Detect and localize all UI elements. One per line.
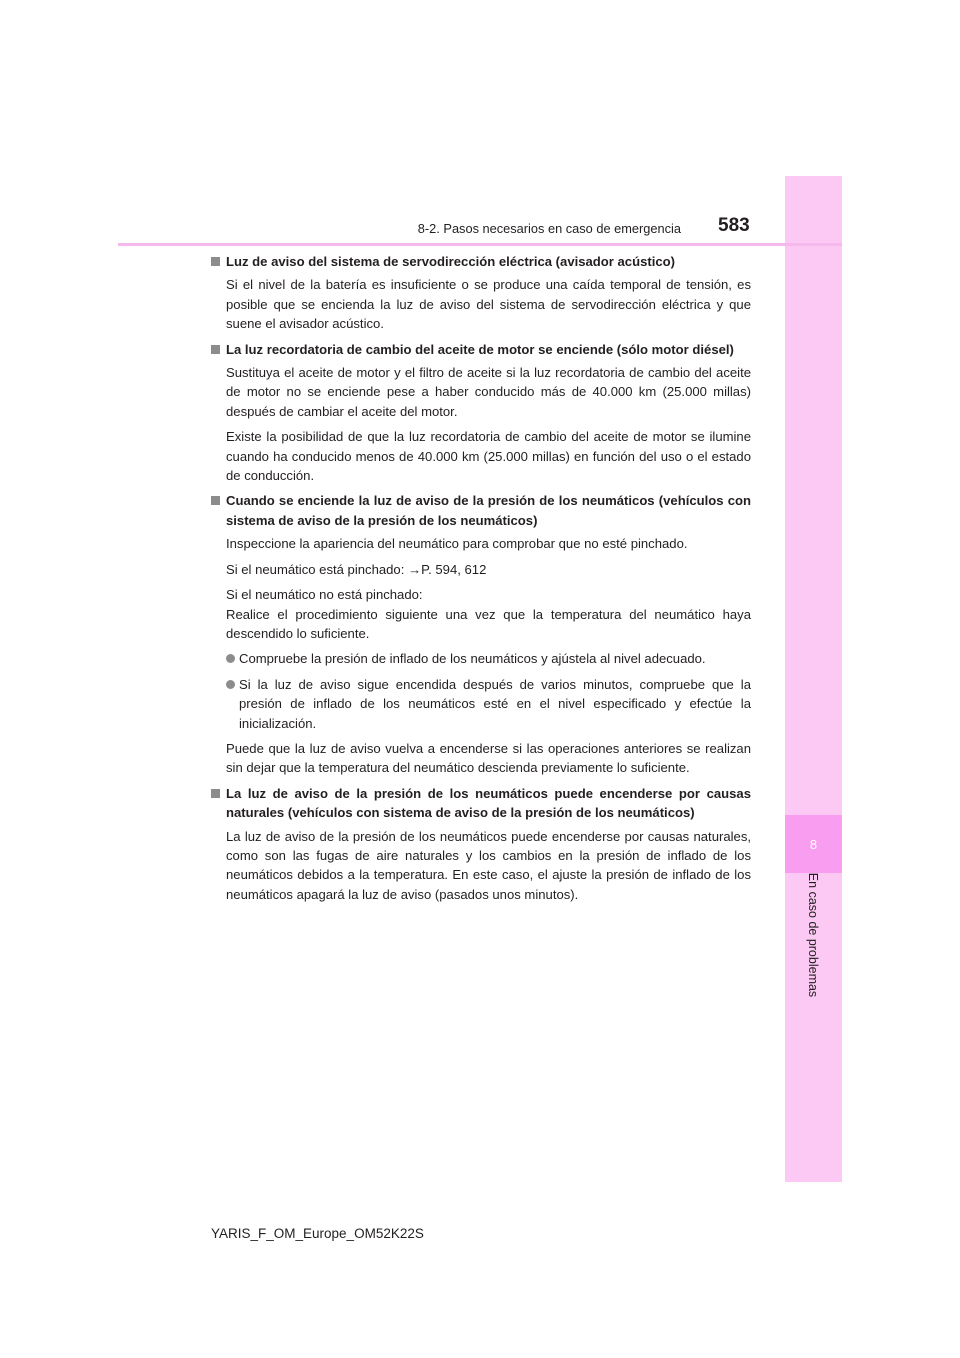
paragraph: Puede que la luz de aviso vuelva a encenderse si las operaciones anteriores se realizan sin dejar que la temperatura del neumático descienda previamente lo suficiente. bbox=[226, 740, 751, 776]
chapter-number: 8 bbox=[809, 836, 818, 852]
item-tire-pressure-natural bbox=[211, 784, 751, 904]
paragraph: Inspeccione la apariencia del neumático para comprobar que no esté pinchado. bbox=[226, 536, 688, 552]
item-heading: Cuando se enciende la luz de aviso de la presión de los neumáticos (vehículos con sistema de aviso de la presión de los neumáticos) bbox=[226, 493, 751, 528]
square-bullet-icon bbox=[211, 496, 220, 505]
square-bullet-icon bbox=[211, 345, 220, 354]
chapter-label: En caso de problemas bbox=[806, 872, 820, 998]
item-tire-pressure-on bbox=[211, 491, 751, 777]
paragraph bbox=[226, 585, 751, 643]
list-item bbox=[226, 649, 751, 668]
item-oil-reminder bbox=[211, 340, 751, 486]
square-bullet-icon bbox=[211, 257, 220, 266]
footer-doc-code: YARIS_F_OM_Europe_OM52K22S bbox=[211, 1226, 424, 1241]
section-title: 8-2. Pasos necesarios en caso de emergencia bbox=[417, 221, 681, 236]
round-bullet-icon bbox=[226, 654, 235, 663]
paragraph: Sustituya el aceite de motor y el filtro de aceite si la luz recordatoria de cambio del aceite de motor no se enciende pese a haber conducido más de 40.000 km (25.000 millas) después de cambiar el aceite del motor. bbox=[226, 365, 751, 419]
item-power-steering bbox=[211, 252, 751, 334]
paragraph: Si el nivel de la batería es insuficiente o se produce una caída temporal de tensión, es posible que se encienda la luz de aviso del sistema de servodirección eléctrica y que suene el avisador acústico. bbox=[226, 277, 751, 332]
side-band bbox=[785, 176, 842, 1182]
paragraph-reference: Si el neumático está pinchado: →P. 594, 612 bbox=[226, 561, 487, 577]
item-heading: La luz de aviso de la presión de los neumáticos puede encenderse por causas naturales (vehículos con sistema de aviso de la presión de los neumáticos) bbox=[226, 785, 751, 821]
item-heading: Luz de aviso del sistema de servodirección eléctrica (avisador acústico) bbox=[226, 254, 676, 269]
page-content bbox=[211, 252, 751, 910]
square-bullet-icon bbox=[211, 789, 220, 798]
round-bullet-icon bbox=[226, 680, 235, 689]
item-heading: La luz recordatoria de cambio del aceite de motor se enciende (sólo motor diésel) bbox=[226, 341, 734, 357]
list-item-text: Si la luz de aviso sigue encendida después de varios minutos, compruebe que la presión de inflado de los neumáticos esté en el nivel especificado y efectúe la inicialización. bbox=[239, 676, 751, 731]
page-number: 583 bbox=[718, 215, 750, 236]
paragraph-line: Si el neumático no está pinchado: bbox=[226, 587, 423, 603]
list-item-text: Compruebe la presión de inflado de los neumáticos y ajústela al nivel adecuado. bbox=[239, 651, 706, 667]
list-item bbox=[226, 675, 751, 733]
paragraph-line: Realice el procedimiento siguiente una vez que la temperatura del neumático haya descendido lo suficiente. bbox=[226, 606, 751, 641]
chapter-tab[interactable] bbox=[785, 815, 842, 873]
paragraph: La luz de aviso de la presión de los neumáticos puede encenderse por causas naturales, como son las fugas de aire naturales y los cambios en la presión de inflado de los neumáticos debidos a la temperatura. En este caso, el ajuste la presión de inflado de los neumáticos apagará la luz de aviso (pasados unos minutos). bbox=[226, 828, 751, 902]
header-rule bbox=[118, 243, 842, 246]
paragraph: Existe la posibilidad de que la luz recordatoria de cambio del aceite de motor se ilumine cuando ha conducido menos de 40.000 km (25.000 millas) en función del uso o el estado de conducción. bbox=[226, 429, 751, 484]
